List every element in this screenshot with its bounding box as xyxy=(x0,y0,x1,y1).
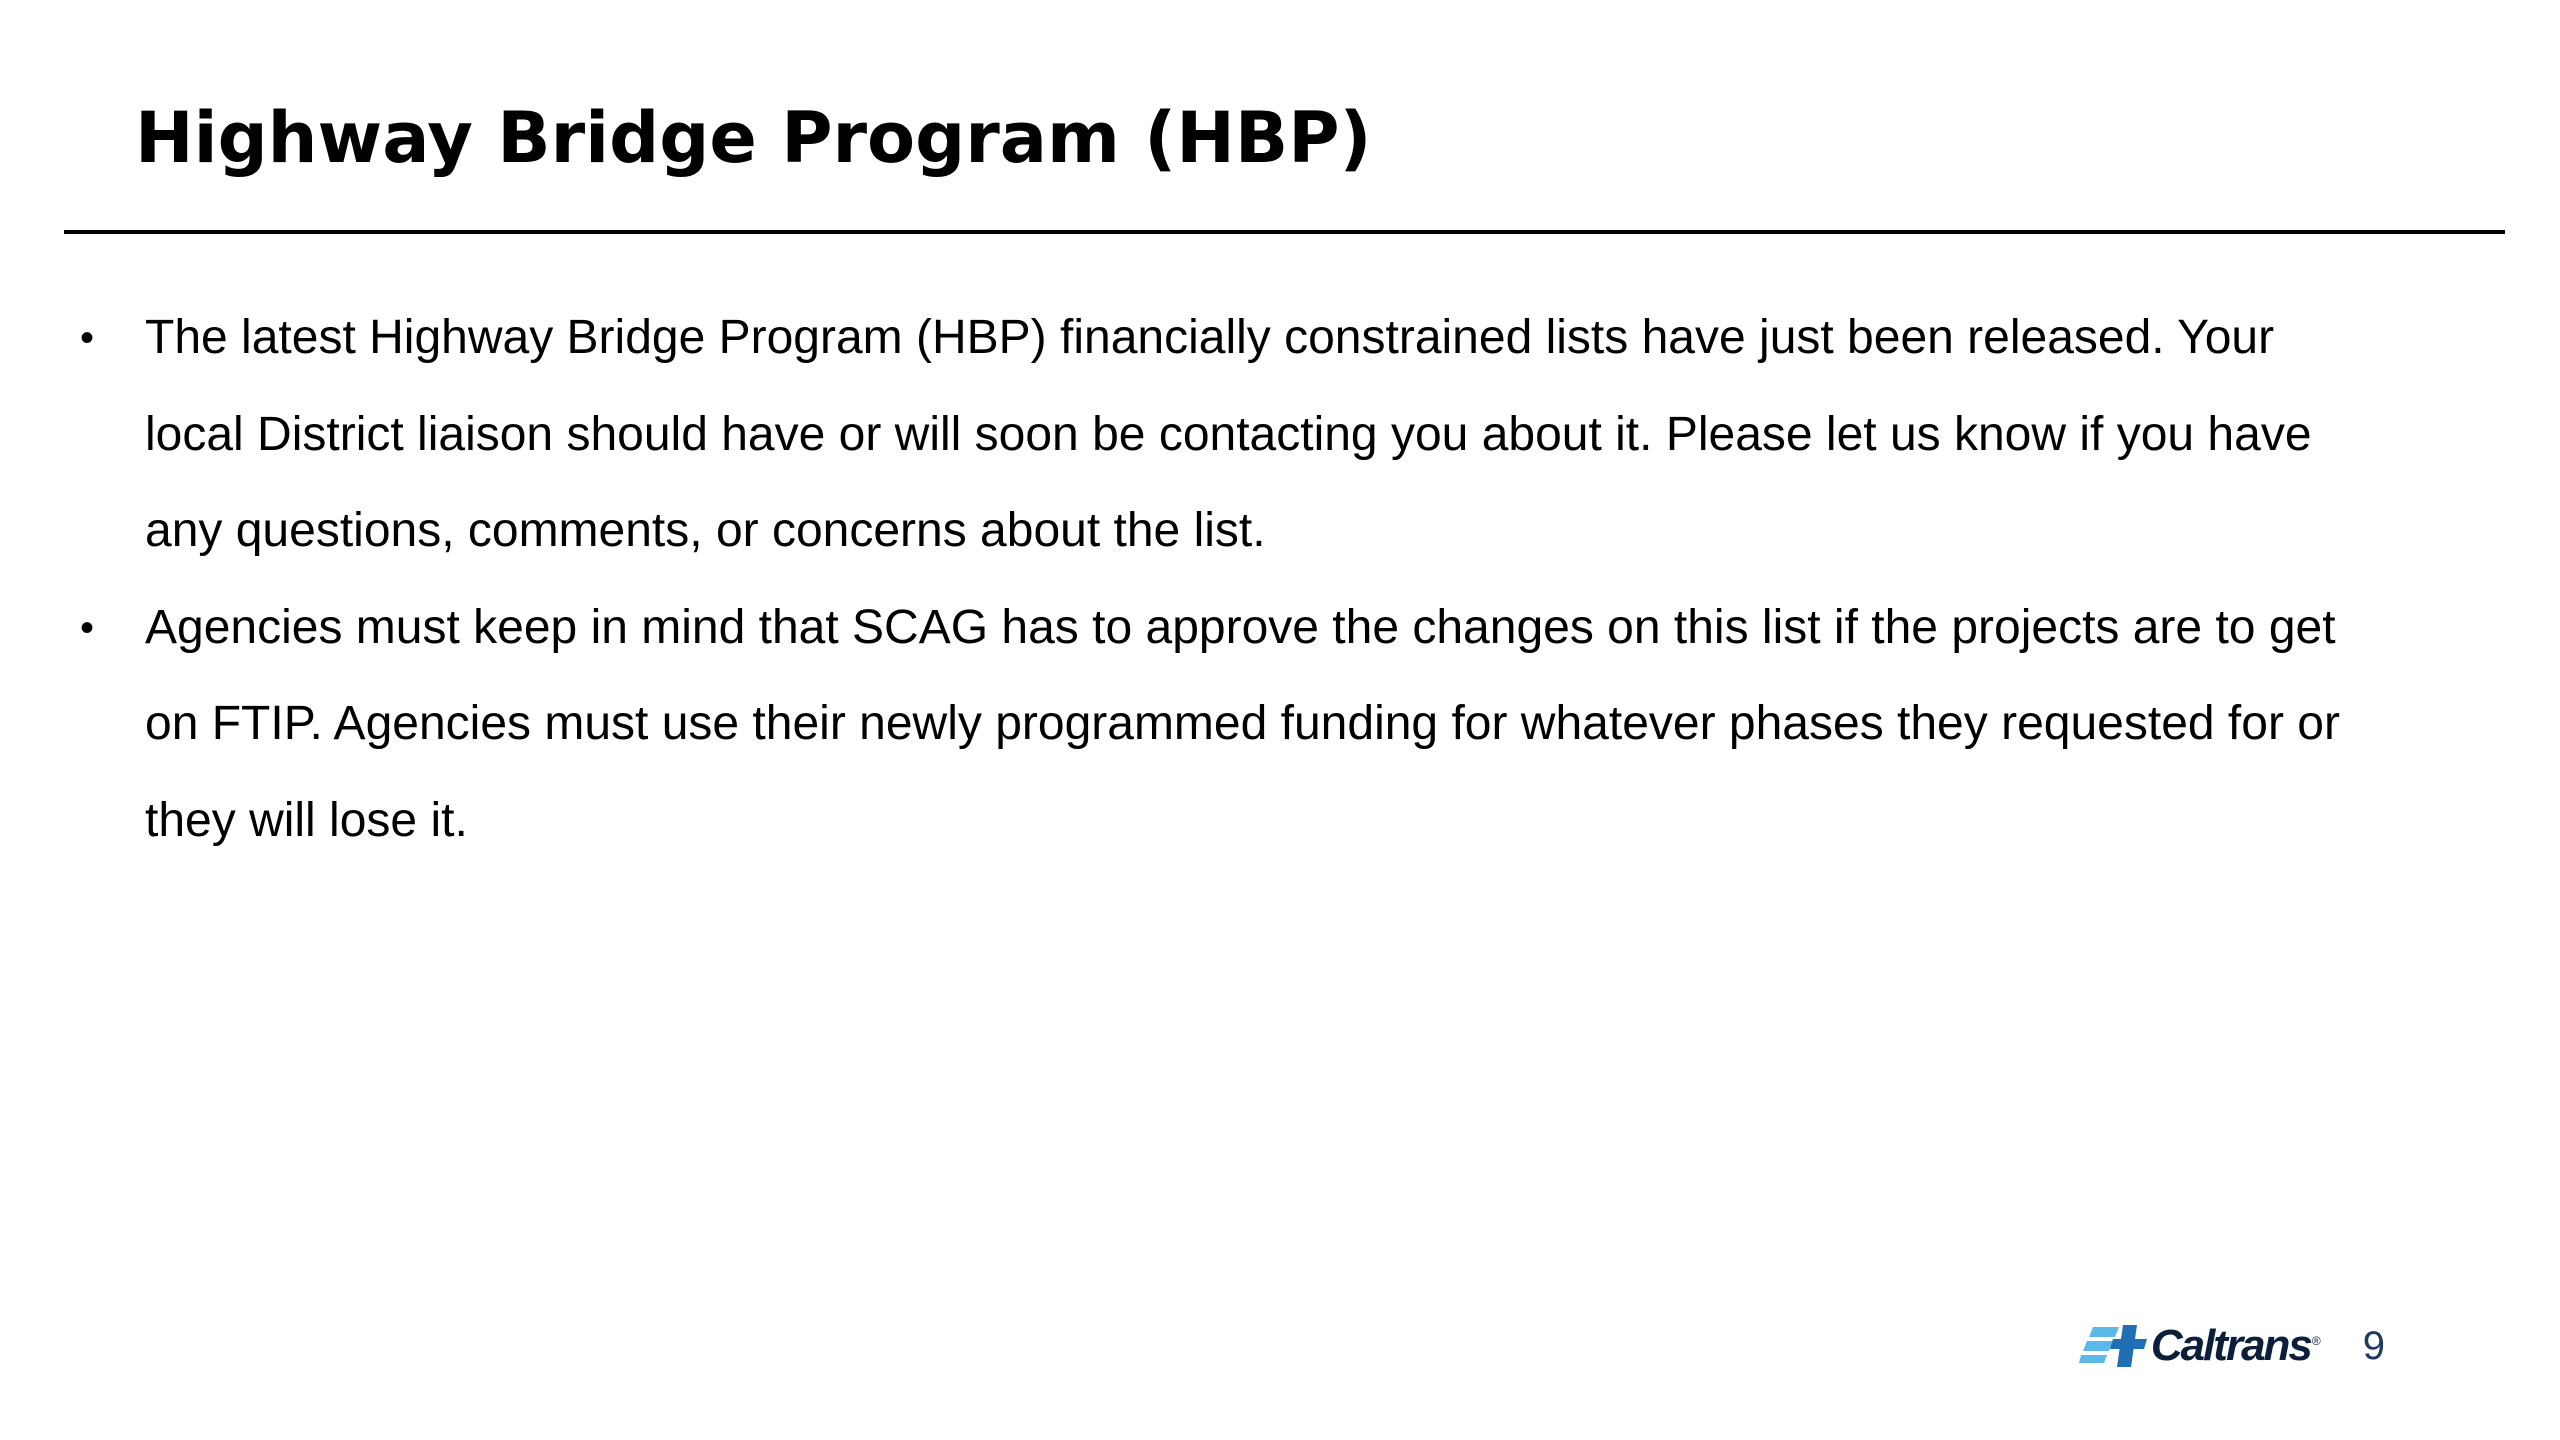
bullet-marker: • xyxy=(80,316,95,360)
slide-footer xyxy=(2079,1316,2385,1376)
bullet-item xyxy=(80,580,2380,870)
bullet-text: Agencies must keep in mind that SCAG has to approve the changes on this list if the projects are to get on FTIP. Agencies must use their newly programmed funding for whatever phases they requested for or they will lose it. xyxy=(145,600,2340,847)
bullet-text: The latest Highway Bridge Program (HBP) financially constrained lists have just been released. Your local District liaison should have or will soon be contacting you about it. Please let us know if you have any questions, comments, or concerns about the list. xyxy=(145,311,2312,557)
caltrans-wordmark: Caltrans xyxy=(2150,1321,2311,1370)
slide-title: Highway Bridge Program (HBP) xyxy=(135,97,1372,179)
title-divider xyxy=(64,230,2505,234)
bullet-item xyxy=(80,290,2380,580)
bullet-marker: • xyxy=(80,605,95,650)
caltrans-logo xyxy=(2079,1316,2321,1376)
trademark-symbol: ® xyxy=(2311,1334,2321,1348)
page-number: 9 xyxy=(2362,1323,2385,1368)
caltrans-logo-icon xyxy=(2079,1321,2149,1371)
bullet-list xyxy=(80,290,2380,869)
